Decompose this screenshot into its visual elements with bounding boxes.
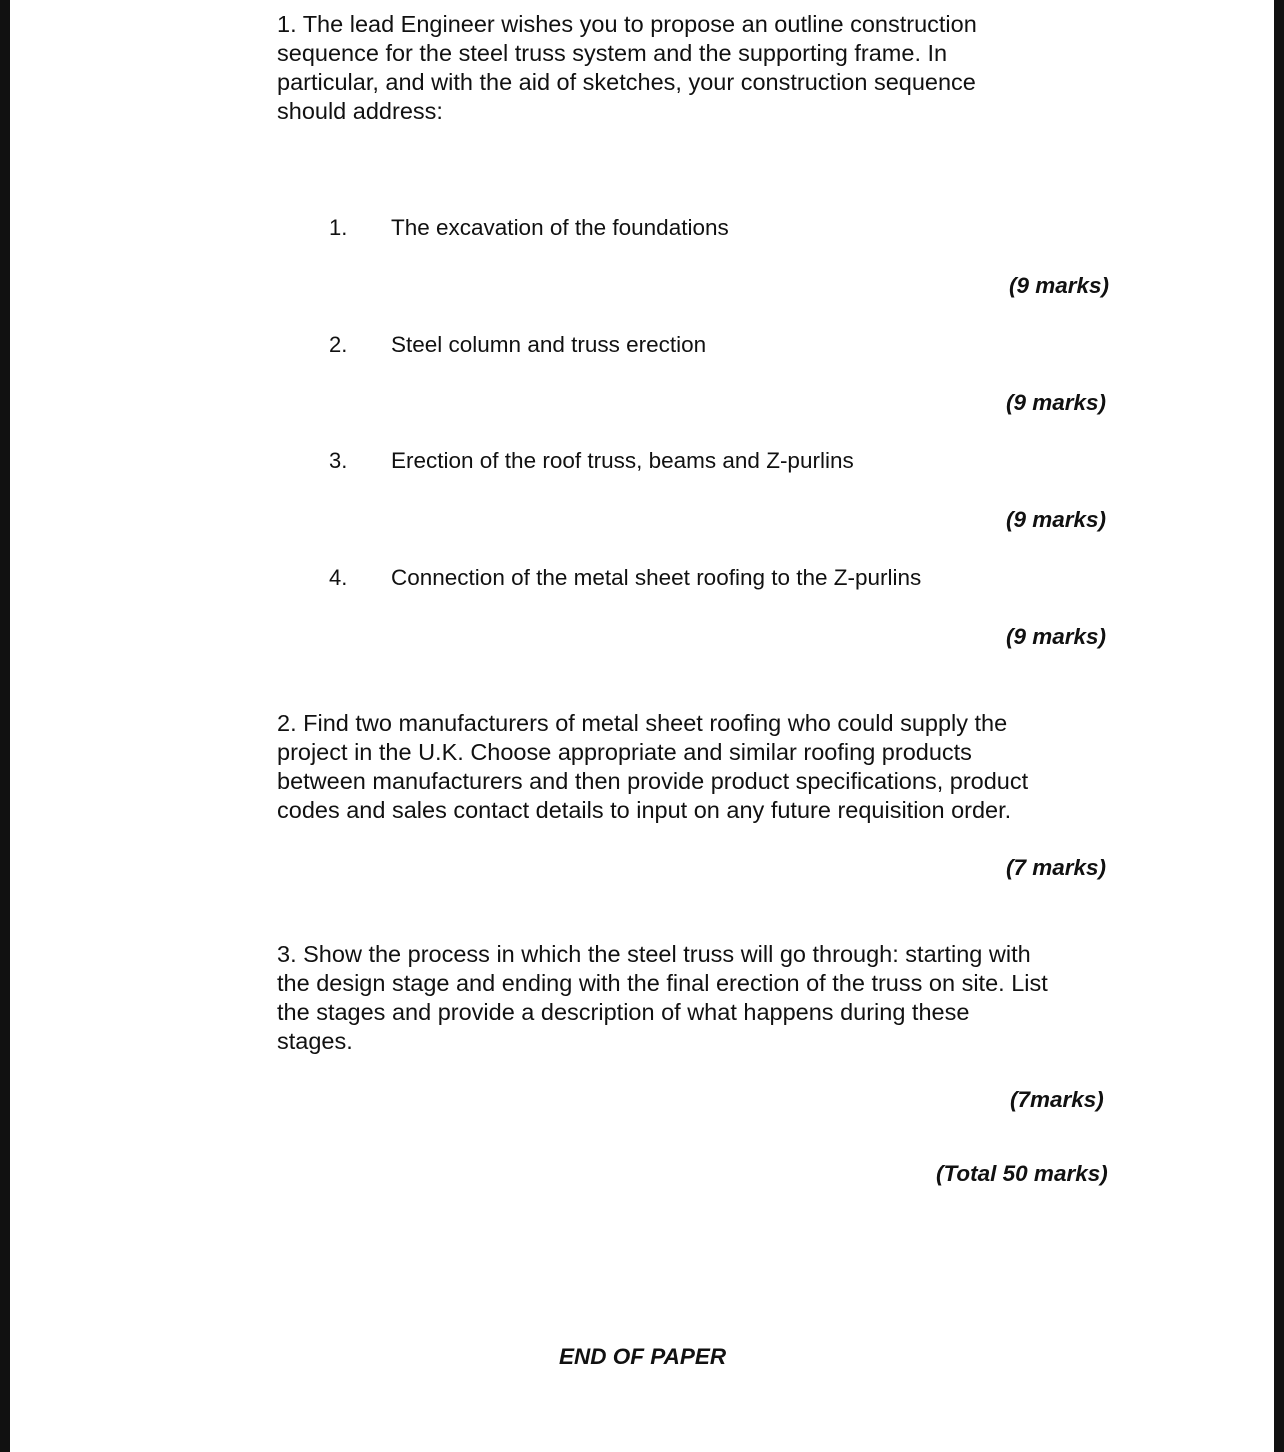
- subitem-1-text: The excavation of the foundations: [391, 215, 729, 240]
- question-1-line: 1. The lead Engineer wishes you to propose an outline construction: [277, 11, 977, 37]
- subitem-3-text: Erection of the roof truss, beams and Z-purlins: [391, 448, 854, 473]
- question-1-line: should address:: [277, 98, 443, 124]
- question-2-line: between manufacturers and then provide product specifications, product: [277, 768, 1029, 794]
- question-3-line: stages.: [277, 1028, 353, 1054]
- subitem-4-number: 4.: [329, 565, 348, 590]
- question-2-line: codes and sales contact details to input on any future requisition order.: [277, 797, 1012, 823]
- question-2-line: 2. Find two manufacturers of metal sheet roofing who could supply the: [277, 710, 1008, 736]
- question-2-text: [277, 709, 1028, 825]
- subitem-2-marks: (9 marks): [1006, 390, 1107, 415]
- subitem-3-marks: (9 marks): [1006, 507, 1107, 532]
- total-marks: (Total 50 marks): [936, 1161, 1108, 1186]
- document-page: [10, 0, 1274, 1452]
- question-3-line: the design stage and ending with the final erection of the truss on site. List: [277, 970, 1048, 996]
- subitem-4-text: Connection of the metal sheet roofing to the Z-purlins: [391, 565, 922, 590]
- question-1-text: [277, 10, 977, 126]
- question-3-text: [277, 940, 1048, 1056]
- subitem-2-number: 2.: [329, 332, 348, 357]
- subitem-2-text: Steel column and truss erection: [391, 332, 707, 357]
- subitem-1-number: 1.: [329, 215, 348, 240]
- question-2-line: project in the U.K. Choose appropriate and similar roofing products: [277, 739, 972, 765]
- end-of-paper: END OF PAPER: [559, 1344, 727, 1369]
- question-3-line: 3. Show the process in which the steel truss will go through: starting with: [277, 941, 1031, 967]
- question-1-line: sequence for the steel truss system and the supporting frame. In: [277, 40, 948, 66]
- subitem-3-number: 3.: [329, 448, 348, 473]
- question-3-line: the stages and provide a description of what happens during these: [277, 999, 970, 1025]
- question-1-line: particular, and with the aid of sketches, your construction sequence: [277, 69, 976, 95]
- subitem-1-marks: (9 marks): [1009, 273, 1110, 298]
- question-2-marks: (7 marks): [1006, 855, 1107, 880]
- subitem-4-marks: (9 marks): [1006, 624, 1107, 649]
- question-3-marks: (7marks): [1010, 1087, 1104, 1112]
